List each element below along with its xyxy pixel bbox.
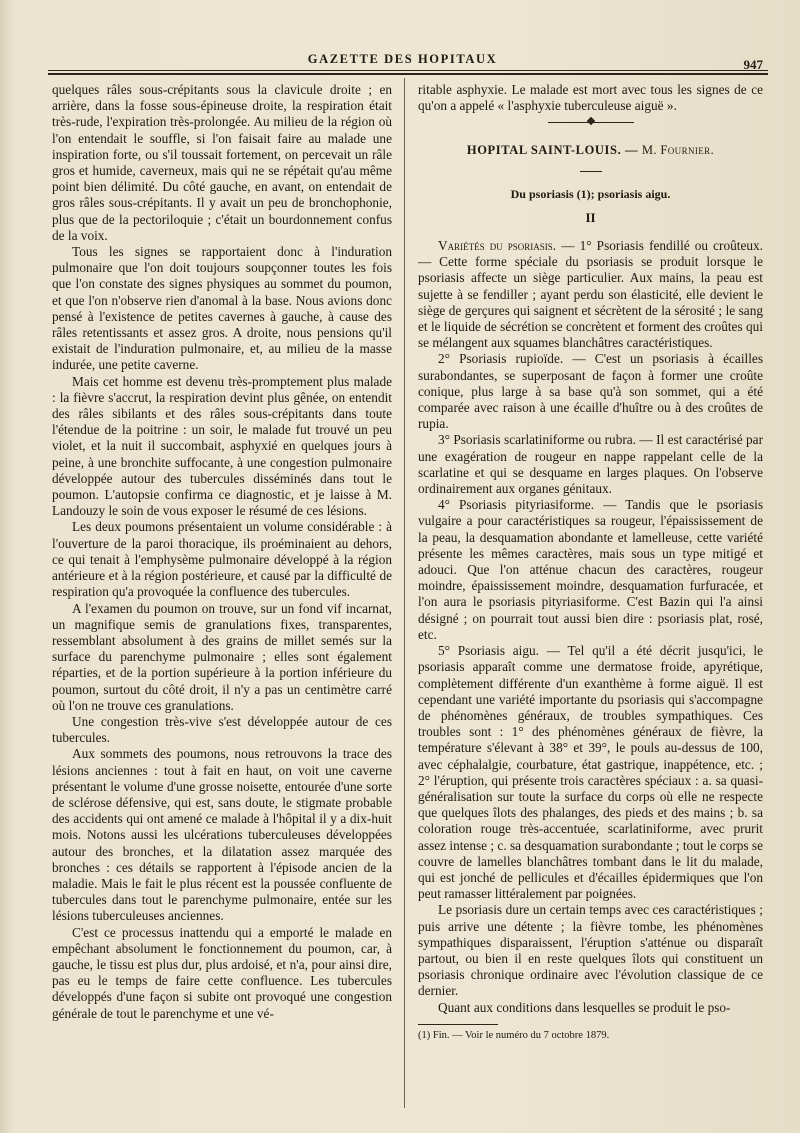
paragraph: C'est ce processus inattendu qui a emporté le malade en empêchant absolument le fonctionnement du poumon, car, à gauche, le tissu est plus dur, plus ardoisé, et n'a, pour ainsi dire, pas eu le temps de faire cette confluence. Les tubercules développés d'une façon si subite ont provoqué une congestion générale de tout le parenchyme et une vé- xyxy=(52,924,392,1021)
page-header xyxy=(40,50,765,72)
paragraph: 4° Psoriasis pityriasiforme. — Tandis que le psoriasis vulgaire a pour caractéristiques sa rougeur, l'épaississement de la peau, la desquamation abondante et lamelleuse, cette variété présente les mêmes caractères, mais sous un type mitigé et adouci. Que l'on atténue chacun des caractères, rougeur moindre, épaississement moindre, desquamation furfuracée, et l'on aura le psoriasis pityriasiforme. C'est Bazin qui l'a ainsi désigné ; on pourrait tout aussi bien dire : psoriasis plat, rosé, etc. xyxy=(418,497,763,642)
continuation-paragraph: ritable asphyxie. Le malade est mort avec tous les signes de ce qu'on a appelé « l'asphyxie tuberculeuse aiguë ». xyxy=(418,82,763,114)
paragraph: Une congestion très-vive s'est développée autour de ces tubercules. xyxy=(52,713,392,746)
paragraph: Tous les signes se rapportaient donc à l'induration pulmonaire que l'on doit toujours soupçonner toutes les fois que l'on constate des signes physiques au sommet du poumon, et que l'on n'observe rien d'anomal à la base. Nous avions donc pensé à l'existence de petites cavernes à gauche, à cause des râles retentissants et assez gros. A droite, nous pensions qu'il existait de l'induration pulmonaire, et, au milieu de la masse indurée, une petite caverne. xyxy=(52,244,392,373)
paragraph: 5° Psoriasis aigu. — Tel qu'il a été décrit jusqu'ici, le psoriasis apparaît comme une dermatose froide, apyrétique, complètement différente d'un exanthème à forme aiguë. Il est cependant une variété importante du psoriasis qui s'accompagne de phénomènes généraux, de troubles sympathiques. Ces troubles sont : 1° des phénomènes généraux de fièvre, la température s'élevant à 38° et 39°, le pouls au-dessus de 100, avec céphalalgie, courbature, état gastrique, inappétence, etc. ; 2° l'éruption, qui présente trois caractères spéciaux : a. sa quasi-généralisation sur toute la surface du corps où elle ne respecte que quelques îlots des phalanges, des pieds et des mains ; b. sa coloration rouge très-accentuée, scarlatiniforme, avec prurit assez intense ; c. sa desquamation surabondante ; tout le corps se couvre de lamelles blanchâtres tombant dans le lit du malade, qui est jonché de pellicules et d'écailles épidermiques que l'on peut ramasser littéralement par poignées. xyxy=(418,643,763,902)
column-divider xyxy=(404,78,405,1108)
footnote: (1) Fin. — Voir le numéro du 7 octobre 1879. xyxy=(418,1029,610,1041)
journal-title: GAZETTE DES HOPITAUX xyxy=(307,52,498,66)
short-rule xyxy=(580,171,602,172)
paragraph xyxy=(418,238,763,351)
paragraph: Quant aux conditions dans lesquelles se produit le pso- xyxy=(438,999,731,1015)
section-separator xyxy=(548,118,634,126)
paragraph: A l'examen du poumon on trouve, sur un fond vif incarnat, un magnifique semis de granulations fixes, transparentes, ressemblant absolument à des grains de millet semés sur la surface du parenchyme pulmonaire ; elles sont également réparties, et de la portion supérieure à la portion inférieure du poumon, surtout du côté droit, il n'y a pas un centimètre carré où l'on ne trouve ces granulations. xyxy=(52,600,392,713)
section-number: II xyxy=(585,209,596,225)
paragraph: Mais cet homme est devenu très-promptement plus malade : la fièvre s'accrut, la respiration devint plus gênée, on entendit des râles sibilants et des râles sous-crépitants dans toute l'étendue de la poitrine : un soir, le malade fut trouvé un peu violet, et la nuit il succombait, asphyxié en quelques jours à peine, à une bronchite suffocante, à une congestion pulmonaire développée autour des tubercules disséminés dans tout le poumon. L'autopsie confirma ce diagnostic, et je laisse à M. Landouzy le soin de vous exposer le résumé de ces lésions. xyxy=(52,373,392,519)
header-rule xyxy=(48,70,768,71)
paragraph: Aux sommets des poumons, nous retrouvons la trace des lésions anciennes : tout à fait en haut, on voit une caverne présentant le volume d'une grosse noisette, entourée d'une sorte de sclérose défensive, qui est, sans doute, le stigmate probable des accidents qui ont amené ce malade à l'hôpital il y a dix-huit mois. Notons aussi les ulcérations tuberculeuses développées autour des bronches, et la dilatation assez marquée des bronches : ces détails se rapportent à l'épisode ancien de la maladie. Mais le fait le plus récent est la poussée confluente de tubercules dans tout le parenchyme pulmonaire, entée sur les lésions tuberculeuses anciennes. xyxy=(52,746,392,924)
article-subject: Du psoriasis (1); psoriasis aigu. xyxy=(510,186,671,201)
varieties-lead: Variétés du psoriasis. xyxy=(438,238,557,254)
paragraph: quelques râles sous-crépitants sous la clavicule droite ; en arrière, dans la fosse sous-épineuse droite, la respiration était très-rude, l'expiration très-prolongée. Au milieu de la région où l'on entendait le souffle, si l'on faisait faire au malade une inspiration forte, ou s'il toussait fortement, on percevait un râle gros et humide, caverneux, mais qui ne se répétait qu'au même point bien délimité. Du côté gauche, en avant, on entendait de gros râles sous-crépitants. Il y avait un peu de bronchophonie, plus que de la pectoriloquie ; c'était un bourdonnement confus de la voix. xyxy=(52,82,392,243)
left-column xyxy=(52,82,392,1022)
paragraph: 3° Psoriasis scarlatiniforme ou rubra. — Il est caractérisé par une exagération de rougeur en nappe rappelant celle de la scarlatine et qui se desquame en larges plaques. On l'observe ordinairement aux organes génitaux. xyxy=(418,432,763,497)
hospital-heading xyxy=(418,142,763,158)
hospital-name: HOPITAL SAINT-LOUIS. — xyxy=(466,143,639,158)
paragraph: Les deux poumons présentaient un volume considérable : à l'ouverture de la paroi thoracique, ils proéminaient au dehors, ce qui tenait à l'emphysème pulmonaire développé à la région antérieure et à la région postérieure, et causé par la difficulté de respiration qu'a provoquée la confluence des tubercules. xyxy=(52,519,392,600)
header-rule-thick xyxy=(48,73,768,75)
hospital-doctor: M. Fournier. xyxy=(641,143,715,158)
footnote-rule xyxy=(418,1024,498,1025)
right-column xyxy=(418,82,763,1042)
paragraph-text: — 1° Psoriasis fendillé ou croûteux. — Cette forme spéciale du psoriasis se produit lorsque le psoriasis affecte un siège particulier. Aux mains, la peau est sujette à se fendiller ; ayant perdu son élasticité, elle devient le siège de gerçures qui saignent et sécrètent de la sérosité ; le sang et le liquide de sécrétion se concrètent et forment des croûtes qui se mélangent aux squames blanchâtres caractéristiques. xyxy=(418,238,764,351)
paragraph: 2° Psoriasis rupioïde. — C'est un psoriasis à écailles surabondantes, se superposant de façon à former une croûte conique, plus large à sa base qu'à son sommet, qui a été comparée avec raison à une écaille d'huître ou à des croûtes de rupia. xyxy=(418,351,763,432)
page-number: 947 xyxy=(743,57,763,72)
paragraph: Le psoriasis dure un certain temps avec ces caractéristiques ; puis arrive une détente ; la fièvre tombe, les phénomènes sympathiques disparaissent, l'éruption s'atténue ou disparaît partout, ou bien il en reste quelques îlots qui constituent un psoriasis chronique ordinaire avec l'évolution classique de ce dernier. xyxy=(418,902,763,999)
